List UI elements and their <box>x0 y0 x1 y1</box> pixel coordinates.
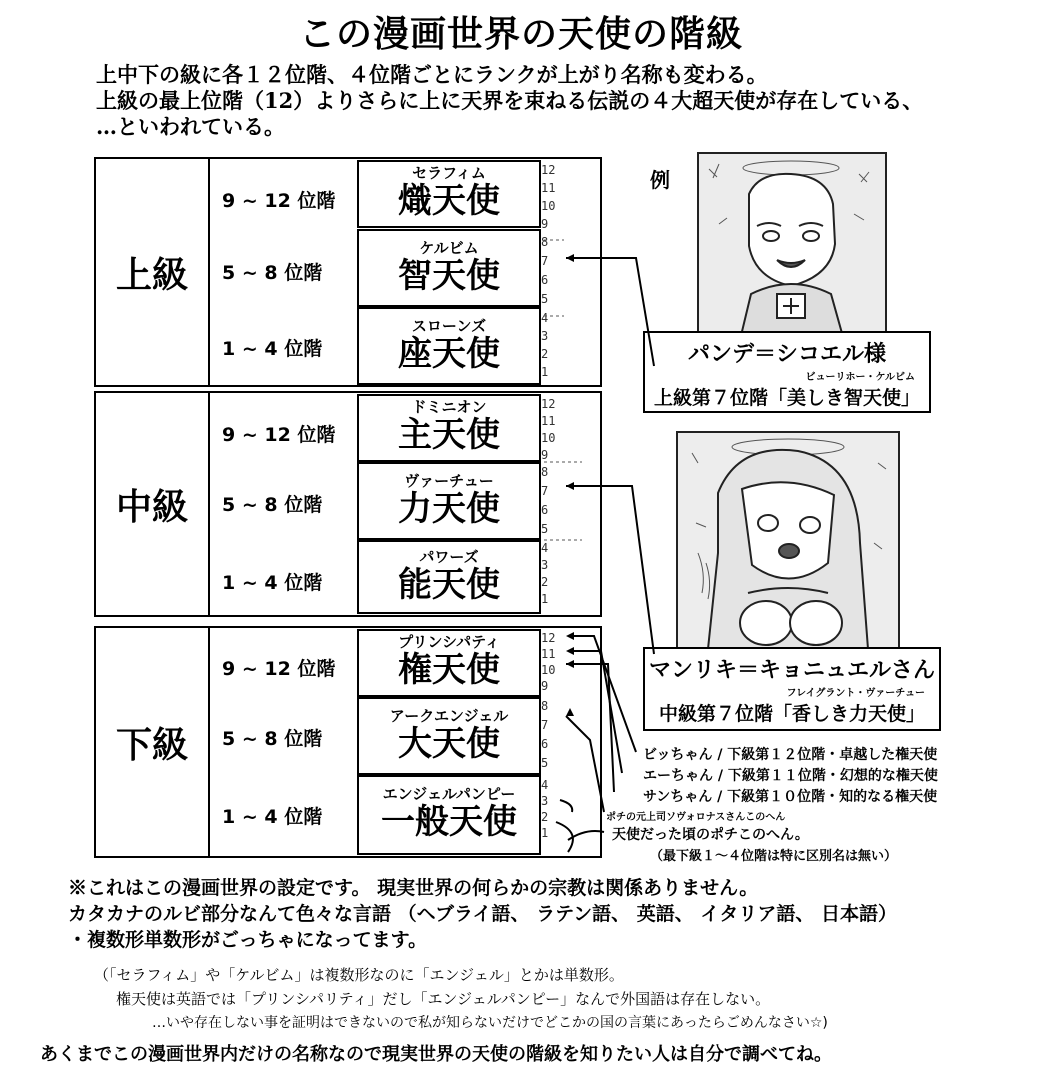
footer-line-2: カタカナのルビ部分なんて色々な言語 （ヘブライ語、 ラテン語、 英語、 イタリア語、 日本語） <box>68 903 897 925</box>
example2-ruby: フレイグラント・ヴァーチュー <box>786 688 925 699</box>
tier-lower-range-mid: 5 ~ 8 位階 <box>222 728 323 750</box>
tier-upper-range-low: 1 ~ 4 位階 <box>222 338 323 360</box>
footer-line-3: ・複数形単数形がごっちゃになってます。 <box>68 929 428 951</box>
example2-rank: 中級第７位階「香しき力天使」 <box>658 703 925 725</box>
angel-name: 権天使 <box>398 650 500 690</box>
example1-ruby: ビューリホー・ケルビム <box>805 372 915 383</box>
tier-upper-range-high: 9 ~ 12 位階 <box>222 190 336 212</box>
example1-rank: 上級第７位階「美しき智天使」 <box>653 387 920 409</box>
angel-name: 一般天使 <box>381 802 517 842</box>
note-pochi: 天使だった頃のポチこのへん。 <box>612 827 809 843</box>
angel-name: 熾天使 <box>398 181 500 221</box>
angel-ruby: ケルビム <box>419 239 479 257</box>
angel-ruby: ヴァーチュー <box>404 472 494 490</box>
tier-middle-range-mid: 5 ~ 8 位階 <box>222 494 323 516</box>
note-pochi-sub: （最下級１～４位階は特に区別名は無い） <box>650 849 898 864</box>
intro-line-1: 上中下の級に各１２位階、４位階ごとにランクが上がり名称も変わる。 <box>96 62 768 87</box>
angel-ruby: セラフィム <box>412 164 486 182</box>
tier-upper-name: 上級 <box>96 159 210 385</box>
tier-upper-range-mid: 5 ~ 8 位階 <box>222 262 323 284</box>
angel-ruby: エンジェルパンピー <box>382 785 516 803</box>
rank-numbers-upper: 12 11 10 9 8 7 6 5 4 3 2 1 <box>541 163 556 379</box>
footer-line-1: ※これはこの漫画世界の設定です。 現実世界の何らかの宗教は関係ありません。 <box>68 877 759 899</box>
example-label: 例 <box>650 168 670 192</box>
tier-middle-name: 中級 <box>96 393 210 615</box>
example2-name: マンリキ＝キョニュエルさん <box>648 658 935 683</box>
angel-name: 力天使 <box>398 489 500 529</box>
angel-ruby: スローンズ <box>411 317 487 335</box>
intro-line-3: …といわれている。 <box>96 114 285 139</box>
angel-name: 智天使 <box>398 256 500 296</box>
intro-line-2: 上級の最上位階（12）よりさらに上に天界を束ねる伝説の４大超天使が存在している、 <box>96 88 924 113</box>
closing-line: あくまでこの漫画世界内だけの名称なので現実世界の天使の階級を知りたい人は自分で調べてね。 <box>40 1044 832 1065</box>
paren-line-1: （「セラフィム」や「ケルビム」は複数形なのに「エンジェル」とかは単数形。 <box>94 966 624 984</box>
tier-lower-range-high: 9 ~ 12 位階 <box>222 658 336 680</box>
note-sanchan: サンちゃん / 下級第１０位階・知的なる権天使 <box>643 789 938 805</box>
angel-name: 座天使 <box>398 334 500 374</box>
note-bicchan: ビッちゃん / 下級第１２位階・卓越した権天使 <box>643 747 938 763</box>
tier-middle-range-low: 1 ~ 4 位階 <box>222 572 323 594</box>
tier-lower-range-low: 1 ~ 4 位階 <box>222 806 323 828</box>
page-title: この漫画世界の天使の階級 <box>298 13 743 55</box>
angel-name: 能天使 <box>398 565 500 605</box>
tier-middle-range-high: 9 ~ 12 位階 <box>222 424 336 446</box>
angel-name: 主天使 <box>398 415 500 455</box>
angel-ruby: アークエンジェル <box>389 707 509 725</box>
note-echan: エーちゃん / 下級第１１位階・幻想的な権天使 <box>643 768 938 784</box>
angel-ruby: パワーズ <box>419 548 479 566</box>
angel-name: 大天使 <box>398 724 500 764</box>
paren-line-2: 権天使は英語では「プリンシパリティ」だし「エンジェルパンピー」なんで外国語は存在しない。 <box>116 990 771 1008</box>
note-former-boss: ポチの元上司ソヴォロナスさんこのへん <box>606 812 786 823</box>
angel-ruby: ドミニオン <box>411 398 487 416</box>
rank-numbers-middle: 12 11 10 9 8 7 6 5 4 3 2 1 <box>541 397 556 606</box>
rank-numbers-lower: 12 11 10 9 8 7 6 5 4 3 2 1 <box>541 631 556 840</box>
tier-lower-name: 下級 <box>96 628 210 856</box>
paren-line-3: …いや存在しない事を証明はできないので私が知らないだけでどこかの国の言葉にあったらごめんなさい☆) <box>152 1015 828 1031</box>
angel-ruby: プリンシパティ <box>398 633 500 651</box>
example1-name: パンデ＝シコエル様 <box>687 342 886 367</box>
